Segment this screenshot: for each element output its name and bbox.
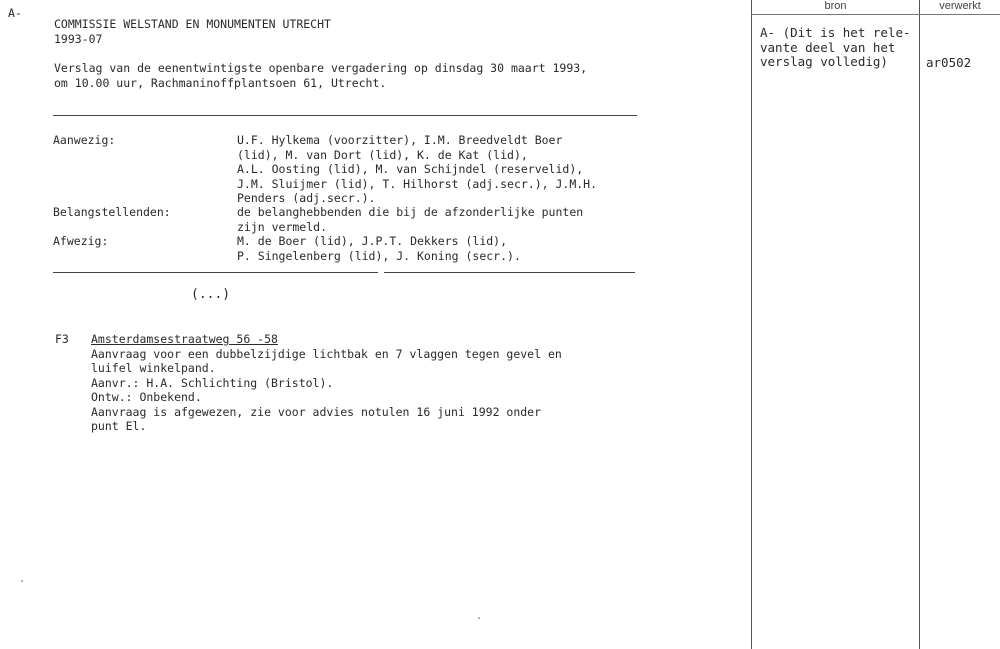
- present-line: Penders (adj.secr.).: [237, 191, 376, 205]
- bron-note: [760, 26, 911, 70]
- bron-column-header: bron: [824, 0, 847, 12]
- item-line: Aanvr.: H.A. Schlichting (Bristol).: [91, 375, 334, 390]
- stakeholders-line: zijn vermeld.: [237, 219, 328, 234]
- meeting-intro: [54, 61, 587, 90]
- scan-speck: [478, 617, 480, 619]
- bron-note-line: A- (Dit is het rele-: [760, 25, 911, 40]
- scan-speck: [21, 580, 23, 582]
- verwerkt-column-left-border: [919, 0, 920, 649]
- item-code: F3: [55, 332, 69, 346]
- present-line: A.L. Oosting (lid), M. van Schijndel (reservelid),: [237, 162, 584, 176]
- bron-column-left-border: [751, 0, 752, 649]
- present-label: Aanwezig:: [53, 133, 116, 147]
- omission-marker: (...): [191, 287, 231, 302]
- bron-note-line: verslag volledig): [760, 54, 888, 69]
- stakeholders-list: [237, 205, 583, 234]
- document-id: 1993-07: [54, 31, 103, 46]
- organization-title: COMMISSIE WELSTAND EN MONUMENTEN UTRECHT: [54, 17, 331, 31]
- document-header: [54, 17, 331, 46]
- agenda-item: [91, 332, 562, 434]
- stakeholders-label: Belangstellenden:: [53, 205, 171, 219]
- present-line: U.F. Hylkema (voorzitter), I.M. Breedveldt Boer: [237, 133, 563, 147]
- present-list: [237, 133, 597, 206]
- item-line: Aanvraag voor een dubbelzijdige lichtbak en 7 vlaggen tegen gevel en: [91, 346, 562, 361]
- item-line: luifel winkelpand.: [91, 361, 216, 375]
- margin-mark: A-: [8, 6, 22, 20]
- item-line: punt El.: [91, 419, 147, 433]
- verwerkt-value: ar0502: [926, 55, 972, 70]
- absent-list: [237, 234, 521, 263]
- section-divider: [53, 272, 378, 273]
- present-line: J.M. Sluijmer (lid), T. Hilhorst (adj.secr.), J.M.H.: [237, 176, 598, 191]
- column-header-rule: [751, 14, 1000, 15]
- section-divider: [384, 272, 635, 273]
- item-line: Ontw.: Onbekend.: [91, 390, 202, 404]
- item-line: Aanvraag is afgewezen, zie voor advies notulen 16 juni 1992 onder: [91, 404, 542, 419]
- verwerkt-column-header: verwerkt: [939, 0, 981, 12]
- section-divider: [53, 115, 637, 116]
- present-line: (lid), M. van Dort (lid), K. de Kat (lid),: [237, 147, 528, 162]
- intro-line: Verslag van de eenentwintigste openbare vergadering op dinsdag 30 maart 1993,: [54, 61, 588, 75]
- stakeholders-line: de belanghebbenden die bij de afzonderlijke punten: [237, 205, 584, 219]
- intro-line: om 10.00 uur, Rachmaninoffplantsoen 61, Utrecht.: [54, 75, 387, 90]
- absent-label: Afwezig:: [53, 234, 109, 248]
- absent-line: P. Singelenberg (lid), J. Koning (secr.).: [237, 248, 521, 263]
- bron-note-line: vante deel van het: [760, 39, 896, 55]
- absent-line: M. de Boer (lid), J.P.T. Dekkers (lid),: [237, 234, 508, 248]
- item-address: Amsterdamsestraatweg 56 -58: [91, 332, 278, 346]
